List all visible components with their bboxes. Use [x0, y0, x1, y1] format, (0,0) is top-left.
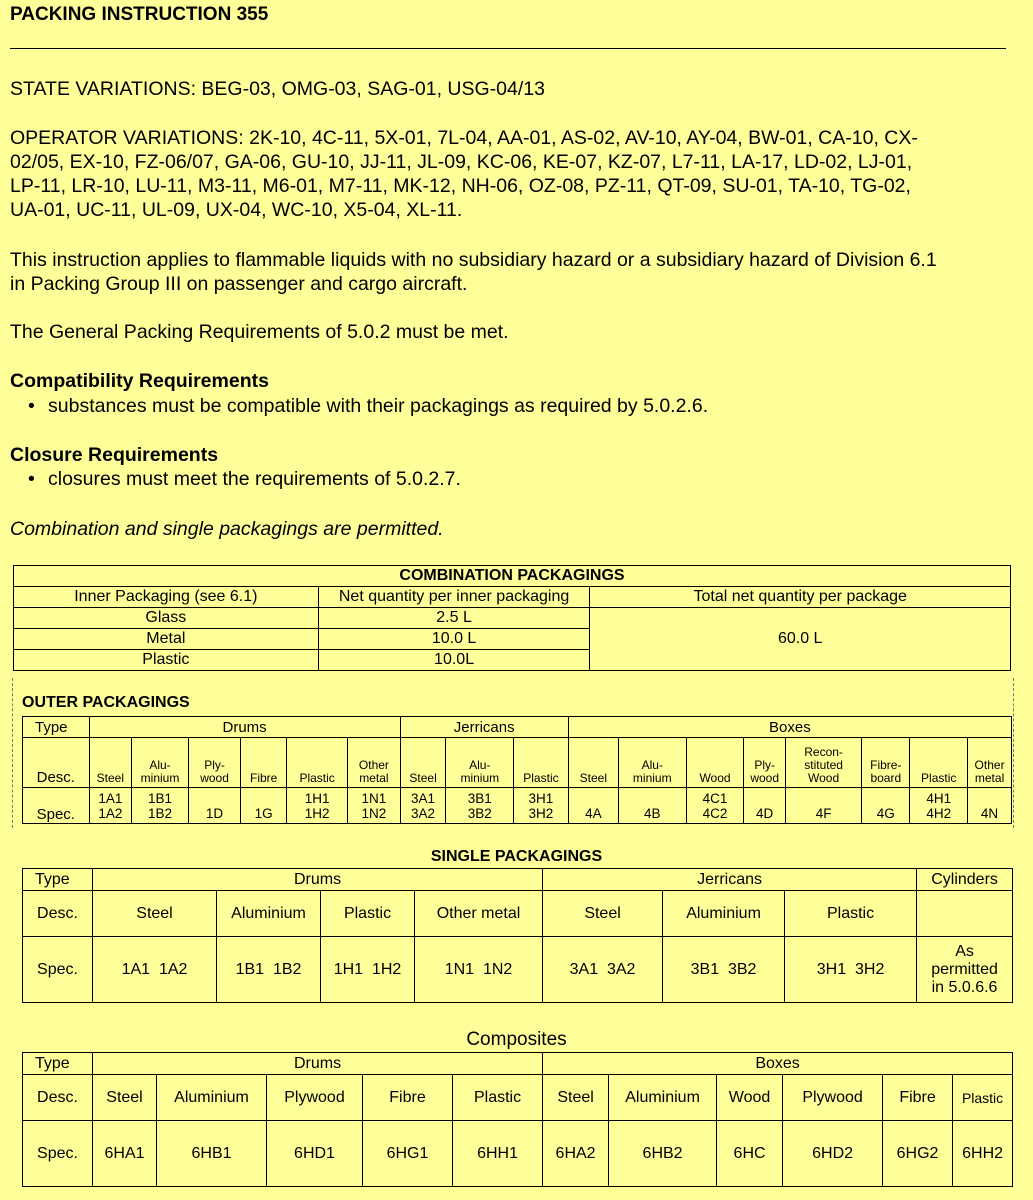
inner-packaging-cell: Glass — [14, 608, 319, 629]
single-desc-cell: Other metal — [415, 891, 543, 937]
outer-desc-cell-line: Alu- — [149, 758, 171, 772]
single-type-label: Type — [23, 869, 93, 891]
operator-variations-line: 02/05, EX-10, FZ-06/07, GA-06, GU-10, JJ-11, JL-09, KC-06, KE-07, KZ-07, L7-11, LA-17, LD-02, LJ-01, — [10, 151, 913, 173]
outer-desc-cell-line: Steel — [579, 771, 608, 785]
outer-spec-cell — [188, 788, 240, 824]
outer-spec-cell — [862, 788, 910, 824]
applicability-line: in Packing Group III on passenger and cargo aircraft. — [10, 273, 468, 295]
combination-title: COMBINATION PACKAGINGS — [14, 566, 1011, 587]
inner-packaging-cell: Plastic — [14, 650, 319, 671]
single-spec-cell: 1B1 1B2 — [217, 937, 321, 1003]
single-desc-label: Desc. — [23, 891, 93, 937]
page-title: PACKING INSTRUCTION 355 — [10, 4, 269, 25]
outer-desc-cell — [241, 738, 287, 788]
composites-spec-cell: 6HB1 — [157, 1121, 267, 1187]
outer-desc-cell — [618, 738, 686, 788]
single-spec-cell: 1N1 1N2 — [415, 937, 543, 1003]
outer-desc-cell — [400, 738, 446, 788]
composites-spec-cell: 6HG2 — [883, 1121, 953, 1187]
outer-desc-cell-line: Alu- — [641, 758, 663, 772]
outer-spec-cell — [400, 788, 446, 824]
outer-desc-cell-line: metal — [359, 771, 389, 785]
outer-group-drums: Drums — [89, 717, 400, 738]
outer-desc-cell — [968, 738, 1012, 788]
general-requirements: The General Packing Requirements of 5.0.2 must be met. — [10, 321, 509, 343]
outer-spec-cell — [287, 788, 348, 824]
composites-table — [22, 1052, 1013, 1187]
outer-spec-cell — [618, 788, 686, 824]
cylinders-spec-cell-line: in 5.0.6.6 — [931, 978, 998, 996]
single-desc-cell: Plastic — [321, 891, 415, 937]
outer-spec-cell-line: 1H1 — [304, 791, 330, 806]
outer-desc-cell — [785, 738, 861, 788]
permitted-note: Combination and single packagings are permitted. — [10, 518, 444, 540]
composites-desc-cell: Fibre — [883, 1075, 953, 1121]
outer-desc-cell-line: stituted — [804, 758, 843, 772]
composites-desc-cell: Aluminium — [157, 1075, 267, 1121]
cylinders-spec-cell-line: permitted — [931, 960, 998, 978]
inner-packaging-cell: Metal — [14, 629, 319, 650]
outer-spec-cell-line: 4H1 — [926, 791, 952, 806]
outer-spec-cell-line: 4F — [815, 806, 832, 821]
composites-desc-cell: Aluminium — [609, 1075, 717, 1121]
single-group-drums: Drums — [93, 869, 543, 891]
outer-spec-cell-line: 4G — [876, 806, 895, 821]
outer-spec-cell-line: 3H1 — [528, 791, 554, 806]
closure-bullet — [28, 467, 461, 491]
single-desc-cell: Steel — [543, 891, 663, 937]
outer-spec-cell-line: 4B — [644, 806, 661, 821]
outer-desc-cell-line: Wood — [699, 771, 731, 785]
outer-desc-cell — [132, 738, 189, 788]
composites-desc-cell: Plywood — [783, 1075, 883, 1121]
outer-spec-cell — [89, 788, 132, 824]
net-quantity-cell: 10.0L — [318, 650, 590, 671]
single-packagings-table — [22, 868, 1013, 1003]
compatibility-bullet — [28, 394, 708, 418]
outer-spec-cell-line: 1B2 — [147, 806, 173, 821]
outer-spec-cell — [348, 788, 400, 824]
outer-desc-cell — [287, 738, 348, 788]
outer-spec-cell-line: 3B1 — [467, 791, 492, 806]
cylinders-spec-cell — [917, 937, 1013, 1003]
composites-spec-cell: 6HG1 — [363, 1121, 453, 1187]
outer-desc-cell-line: Plastic — [921, 771, 957, 785]
composites-group-drums: Drums — [93, 1053, 543, 1075]
outer-spec-cell — [968, 788, 1012, 824]
single-desc-cell: Steel — [93, 891, 217, 937]
outer-desc-cell — [568, 738, 618, 788]
outer-desc-cell-line: Ply- — [204, 758, 225, 772]
composites-desc-cell: Steel — [93, 1075, 157, 1121]
outer-desc-cell-line: Recon- — [804, 745, 843, 759]
outer-spec-cell-line: 1D — [205, 806, 224, 821]
composites-spec-cell: 6HH1 — [453, 1121, 543, 1187]
outer-spec-cell-line: 1A1 — [98, 791, 123, 806]
outer-desc-cell-line: metal — [974, 771, 1005, 785]
outer-desc-cell — [514, 738, 569, 788]
net-quantity-cell: 10.0 L — [318, 629, 590, 650]
outer-desc-cell-line: Plastic — [523, 771, 559, 785]
composites-spec-cell: 6HD2 — [783, 1121, 883, 1187]
net-quantity-header: Net quantity per inner packaging — [318, 587, 590, 608]
outer-desc-cell-line: Steel — [409, 771, 437, 785]
outer-desc-label: Desc. — [23, 738, 90, 788]
outer-spec-label: Spec. — [23, 788, 90, 824]
outer-spec-cell — [744, 788, 785, 824]
single-spec-cell: 3B1 3B2 — [663, 937, 785, 1003]
composites-desc-cell: Wood — [717, 1075, 783, 1121]
outer-spec-cell-line: 1N1 — [361, 791, 387, 806]
outer-desc-cell-line: Plastic — [299, 771, 335, 785]
outer-desc-cell — [446, 738, 514, 788]
single-spec-cell: 3A1 3A2 — [543, 937, 663, 1003]
composites-spec-label: Spec. — [23, 1121, 93, 1187]
outer-desc-cell-line: Ply- — [754, 758, 775, 772]
cylinders-spec-cell-line: As — [955, 942, 974, 960]
applicability-line: This instruction applies to flammable liquids with no subsidiary hazard or a subsidiary hazard of Division 6.1 — [10, 249, 937, 271]
composites-spec-cell: 6HA2 — [543, 1121, 609, 1187]
outer-desc-cell-line: board — [870, 771, 902, 785]
outer-spec-cell — [514, 788, 569, 824]
net-quantity-cell: 2.5 L — [318, 608, 590, 629]
composites-type-label: Type — [23, 1053, 93, 1075]
applicability-text — [10, 248, 937, 296]
outer-spec-cell-line: 4A — [585, 806, 602, 821]
outer-spec-cell-line: 4C1 — [702, 791, 728, 806]
single-desc-cell — [917, 891, 1013, 937]
composites-desc-cell: Steel — [543, 1075, 609, 1121]
inner-packaging-header: Inner Packaging (see 6.1) — [14, 587, 319, 608]
composites-group-boxes: Boxes — [543, 1053, 1013, 1075]
composites-desc-cell: Plastic — [453, 1075, 543, 1121]
outer-spec-cell-line: 4D — [756, 806, 774, 821]
composites-spec-cell: 6HA1 — [93, 1121, 157, 1187]
outer-spec-cell-line: 1N2 — [361, 806, 387, 821]
state-variations: STATE VARIATIONS: BEG-03, OMG-03, SAG-01, USG-04/13 — [10, 78, 545, 100]
compatibility-bullet-text: substances must be compatible with their packagings as required by 5.0.2.6. — [48, 395, 709, 417]
outer-spec-cell-line: 1G — [254, 806, 273, 821]
outer-spec-cell — [568, 788, 618, 824]
outer-desc-cell-line: Fibre — [249, 771, 278, 785]
title-rule — [10, 48, 1006, 49]
outer-group-jerricans: Jerricans — [400, 717, 568, 738]
outer-spec-cell-line: 1B1 — [147, 791, 173, 806]
single-desc-cell: Aluminium — [217, 891, 321, 937]
outer-spec-cell — [132, 788, 189, 824]
bullet-icon: • — [28, 395, 35, 417]
outer-spec-cell-line: 4N — [980, 806, 999, 821]
operator-variations-line: UA-01, UC-11, UL-09, UX-04, WC-10, X5-04, XL-11. — [10, 199, 463, 221]
single-spec-cell: 1H1 1H2 — [321, 937, 415, 1003]
outer-type-label: Type — [23, 717, 90, 738]
outer-spec-cell-line: 3A2 — [411, 806, 436, 821]
single-packagings-title: SINGLE PACKAGINGS — [430, 848, 603, 865]
single-desc-cell: Plastic — [785, 891, 917, 937]
outer-desc-cell-line: minium — [632, 771, 672, 785]
outer-spec-cell-line: 1H2 — [304, 806, 330, 821]
outer-desc-cell — [348, 738, 400, 788]
outer-desc-cell — [910, 738, 968, 788]
composites-desc-cell: Fibre — [363, 1075, 453, 1121]
outer-desc-cell — [862, 738, 910, 788]
single-spec-cell: 3H1 3H2 — [785, 937, 917, 1003]
single-spec-label: Spec. — [23, 937, 93, 1003]
outer-desc-cell-line: Other — [974, 758, 1005, 772]
operator-variations — [10, 126, 918, 222]
single-group-jerricans: Jerricans — [543, 869, 917, 891]
outer-spec-cell — [446, 788, 514, 824]
outer-spec-cell-line: 4C2 — [702, 806, 728, 821]
composites-spec-cell: 6HD1 — [267, 1121, 363, 1187]
outer-desc-cell-line: Steel — [96, 771, 125, 785]
composites-desc-label: Desc. — [23, 1075, 93, 1121]
single-desc-cell: Aluminium — [663, 891, 785, 937]
outer-desc-cell — [89, 738, 132, 788]
outer-desc-cell-line: Fibre- — [870, 758, 902, 772]
outer-spec-cell — [241, 788, 287, 824]
bullet-icon: • — [28, 468, 35, 490]
closure-bullet-text: closures must meet the requirements of 5.0.2.7. — [48, 468, 461, 490]
outer-spec-cell-line: 4H2 — [926, 806, 952, 821]
composites-spec-cell: 6HC — [717, 1121, 783, 1187]
closure-heading: Closure Requirements — [10, 444, 219, 466]
total-quantity-header: Total net quantity per package — [590, 587, 1011, 608]
composites-spec-cell: 6HB2 — [609, 1121, 717, 1187]
outer-desc-cell-line: Alu- — [469, 758, 491, 772]
outer-spec-cell-line: 3B2 — [467, 806, 492, 821]
outer-spec-cell-line: 3H2 — [528, 806, 554, 821]
composites-spec-cell: 6HH2 — [953, 1121, 1013, 1187]
outer-desc-cell-line: Other — [358, 758, 389, 772]
outer-desc-cell — [188, 738, 240, 788]
outer-desc-cell-line: wood — [750, 771, 779, 785]
outer-packagings-title: OUTER PACKAGINGS — [22, 694, 190, 711]
total-quantity-cell: 60.0 L — [590, 608, 1011, 671]
outer-spec-cell-line: 1A2 — [98, 806, 123, 821]
outer-spec-cell — [686, 788, 744, 824]
operator-variations-line: LP-11, LR-10, LU-11, M3-11, M6-01, M7-11, MK-12, NH-06, OZ-08, PZ-11, QT-09, SU-01, TA-10, TG-02, — [10, 175, 911, 197]
outer-desc-cell — [686, 738, 744, 788]
single-spec-cell: 1A1 1A2 — [93, 937, 217, 1003]
outer-spec-cell — [910, 788, 968, 824]
composites-title: Composites — [466, 1029, 567, 1050]
outer-packagings-table — [22, 716, 1012, 824]
composites-desc-cell: Plastic — [953, 1075, 1013, 1121]
outer-group-boxes: Boxes — [568, 717, 1011, 738]
outer-desc-cell-line: minium — [460, 771, 500, 785]
outer-spec-cell-line: 3A1 — [411, 791, 436, 806]
compatibility-heading: Compatibility Requirements — [10, 370, 269, 392]
outer-spec-cell — [785, 788, 861, 824]
operator-variations-line: OPERATOR VARIATIONS: 2K-10, 4C-11, 5X-01, 7L-04, AA-01, AS-02, AV-10, AY-04, BW-01, CA-10, CX- — [10, 127, 918, 149]
outer-desc-cell-line: wood — [200, 771, 229, 785]
single-group-cylinders: Cylinders — [917, 869, 1013, 891]
outer-desc-cell-line: Wood — [808, 771, 840, 785]
combination-packagings-table — [13, 565, 1011, 671]
outer-desc-cell-line: minium — [140, 771, 180, 785]
composites-desc-cell: Plywood — [267, 1075, 363, 1121]
outer-desc-cell — [744, 738, 785, 788]
